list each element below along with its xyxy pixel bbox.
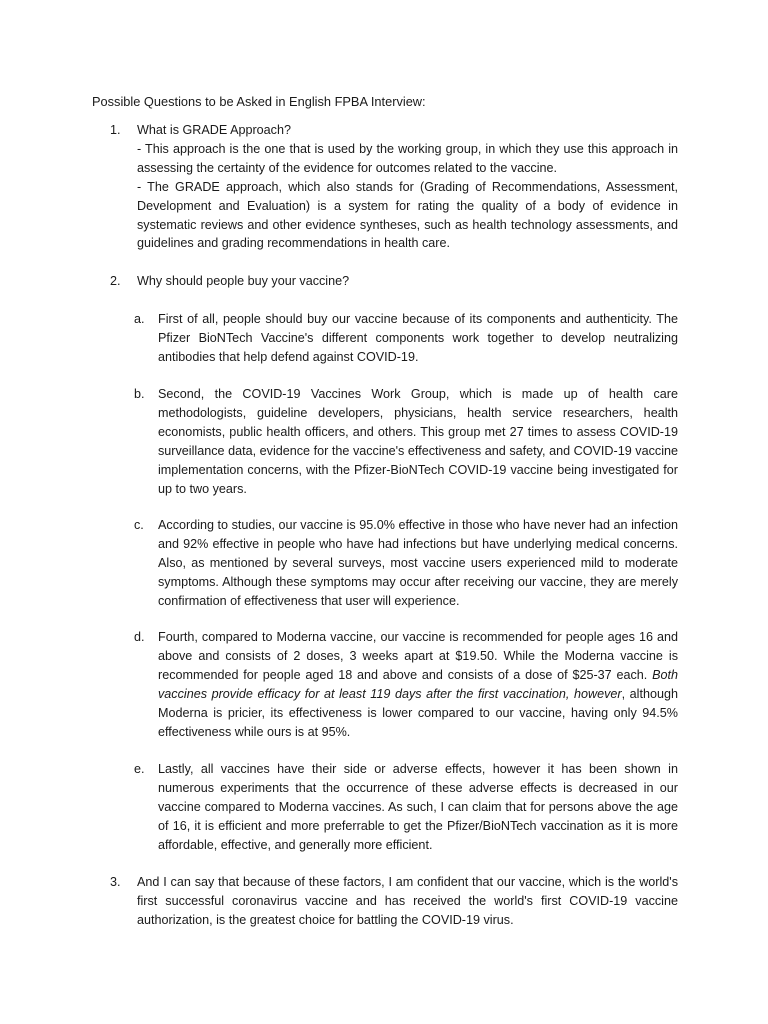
item-3-text: And I can say that because of these factors, I am confident that our vaccine, which is the world's first successful coronavirus vaccine and has received the world's first COVID-19 vaccine authorization, is the greatest choice for battling the COVID-19 virus. <box>137 875 678 927</box>
question-2-text: Why should people buy your vaccine? <box>137 274 350 288</box>
question-1 <box>110 121 678 253</box>
answer-b-letter: b. <box>134 387 145 401</box>
answer-a-text: First of all, people should buy our vaccine because of its components and authenticity. The Pfizer BioNTech Vaccine's different components work together to develop neutralizing antibodies that help defend against COVID-19. <box>158 312 678 364</box>
answer-d-text-part-2: , although Moderna is pricier, its effectiveness is lower compared to our vaccine, having only 94.5% effectiveness while ours is at 95%. <box>158 686 678 739</box>
answer-a <box>134 310 678 367</box>
answer-b <box>134 385 678 498</box>
question-1-answer-paragraph-2: - The GRADE approach, which also stands for (Grading of Recommendations, Assessment, Development and Evaluation) is a system for rating the quality of a body of evidence in systematic reviews and other evidence syntheses, such as health technology assessments, and guidelines and grading recommendations in health care. <box>137 179 678 251</box>
item-3 <box>110 873 678 930</box>
answer-d-text-part-1: Fourth, compared to Moderna vaccine, our vaccine is recommended for people ages 16 and above and consists of 2 doses, 3 weeks apart at $19.50. While the Moderna vaccine is recommended for people aged 18 and above and consists of a dose of $25-37 each. <box>158 630 678 682</box>
question-2-number: 2. <box>110 274 121 288</box>
answer-d-text <box>158 628 678 741</box>
question-1-text: What is GRADE Approach? <box>137 123 291 137</box>
answer-d-text-italic: Both vaccines provide efficacy for at least 119 days after the first vaccination, however <box>158 667 678 701</box>
answer-a-letter: a. <box>134 312 145 326</box>
page-title: Possible Questions to be Asked in English FPBA Interview: <box>92 94 426 109</box>
answer-c-text: According to studies, our vaccine is 95.0% effective in those who have never had an infection and 92% effective in people who have had infections but have underlying medical concerns. Also, as mentioned by several surveys, most vaccine users experienced mild to moderate symptoms. Although these symptoms may occur after receiving our vaccine, they are merely confirmation of effectiveness that user will experience. <box>158 518 678 608</box>
question-1-number: 1. <box>110 123 121 137</box>
question-2 <box>110 272 678 291</box>
item-3-number: 3. <box>110 875 121 889</box>
answer-d <box>134 628 678 741</box>
answer-c <box>134 516 678 611</box>
answer-d-letter: d. <box>134 630 145 644</box>
answer-e-text: Lastly, all vaccines have their side or adverse effects, however it has been shown in numerous experiments that the occurrence of these adverse effects is decreased in our vaccine compared to Moderna vaccines. As such, I can claim that for persons above the age of 16, it is efficient and more preferrable to get the Pfizer/BioNTech vaccination as it is more affordable, effective, and generally more efficient. <box>158 762 678 852</box>
answer-e <box>134 760 678 855</box>
answer-e-letter: e. <box>134 762 145 776</box>
answer-b-text: Second, the COVID-19 Vaccines Work Group, which is made up of health care methodologists, guideline developers, physicians, health service researchers, health economists, public health officers, and others. This group met 27 times to assess COVID-19 surveillance data, evidence for the vaccine's effectiveness and safety, and COVID-19 vaccine implementation concerns, with the Pfizer-BioNTech COVID-19 vaccine being investigated for up to two years. <box>158 387 678 496</box>
answer-c-letter: c. <box>134 518 144 532</box>
question-1-answer-paragraph-1: - This approach is the one that is used by the working group, in which they use this approach in assessing the certainty of the evidence for outcomes related to the vaccine. <box>137 141 678 175</box>
